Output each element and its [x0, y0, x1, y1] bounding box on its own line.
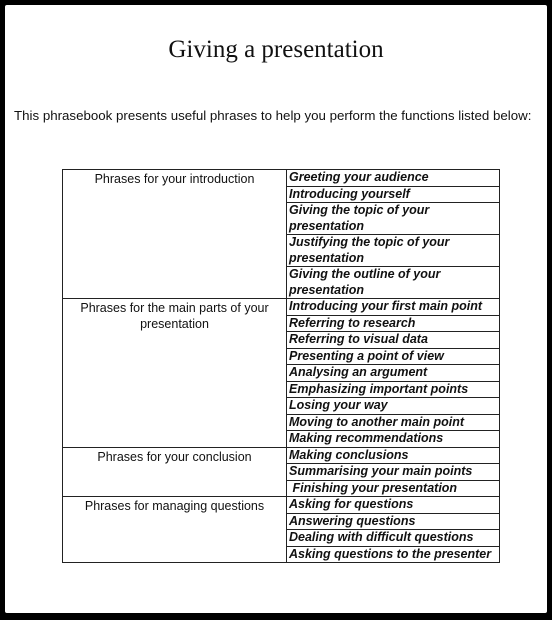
category-cell	[63, 497, 287, 563]
function-cell: Justifying the topic of your presentation	[287, 235, 500, 267]
function-cell: Moving to another main point	[287, 414, 500, 431]
function-cell: Introducing your first main point	[287, 299, 500, 316]
function-cell: Giving the outline of your presentation	[287, 267, 500, 299]
category-label: Phrases for your introduction	[94, 172, 255, 186]
category-label: Phrases for managing questions	[84, 499, 265, 513]
function-cell: Analysing an argument	[287, 365, 500, 382]
function-cell: Summarising your main points	[287, 464, 500, 481]
function-cell: Making recommendations	[287, 431, 500, 448]
page-title: Giving a presentation	[168, 36, 384, 63]
function-cell: Asking questions to the presenter	[287, 546, 500, 563]
function-cell: Dealing with difficult questions	[287, 530, 500, 547]
function-cell: Giving the topic of your presentation	[287, 203, 500, 235]
function-cell: Referring to research	[287, 315, 500, 332]
function-cell: Emphasizing important points	[287, 381, 500, 398]
category-label: Phrases for the main parts of your presentation	[80, 301, 269, 331]
function-cell: Losing your way	[287, 398, 500, 415]
category-cell	[63, 299, 287, 448]
table-row	[63, 299, 500, 316]
intro-text: This phrasebook presents useful phrases to help you perform the functions listed below:	[14, 108, 532, 123]
function-cell: Introducing yourself	[287, 186, 500, 203]
category-label: Phrases for your conclusion	[97, 449, 252, 464]
function-cell: Finishing your presentation	[287, 480, 500, 497]
function-cell: Asking for questions	[287, 497, 500, 514]
function-cell: Referring to visual data	[287, 332, 500, 349]
table-row	[63, 497, 500, 514]
function-cell: Answering questions	[287, 513, 500, 530]
function-cell: Presenting a point of view	[287, 348, 500, 365]
phrasebook-table	[62, 169, 500, 563]
function-cell: Greeting your audience	[287, 170, 500, 187]
table-row	[63, 447, 500, 464]
document-page	[5, 5, 547, 613]
function-cell: Making conclusions	[287, 447, 500, 464]
category-cell	[63, 170, 287, 299]
category-cell	[63, 447, 287, 497]
table-row	[63, 170, 500, 187]
